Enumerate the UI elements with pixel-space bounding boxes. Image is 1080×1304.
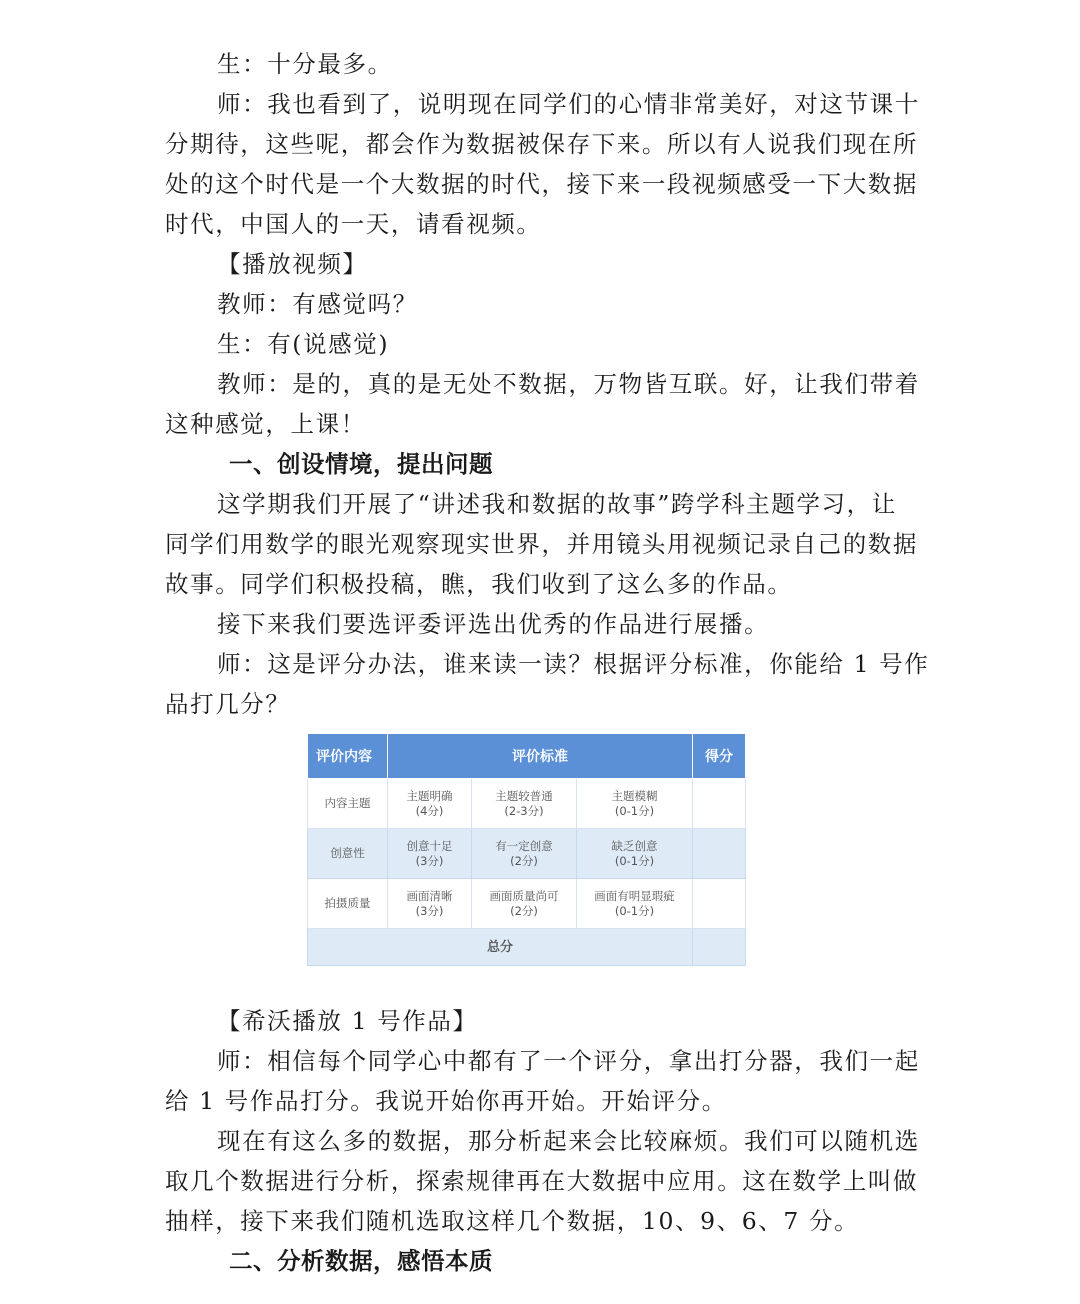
row-label: 拍摄质量 [308,879,388,929]
header-standard: 评价标准 [388,734,693,779]
paragraph-line: 同学们用数学的眼光观察现实世界，并用镜头用视频记录自己的数据 [165,530,918,558]
table-cell: 有一定创意 (2分) [472,829,577,879]
table-row-total [308,929,746,966]
row-label: 内容主题 [308,779,388,829]
paragraph-line: 抽样，接下来我们随机选取这样几个数据，10、9、6、7 分。 [165,1207,860,1235]
table-cell: 主题较普通 (2-3分) [472,779,577,829]
evaluation-table [307,733,746,966]
bottom-text-block [165,1001,925,1281]
score-cell [693,829,746,879]
paragraph-line: 师：相信每个同学心中都有了一个评分，拿出打分器，我们一起 [217,1047,920,1075]
paragraph-line: 分期待，这些呢，都会作为数据被保存下来。所以有人说我们现在所 [165,130,918,158]
total-label: 总分 [308,929,693,966]
paragraph-line: 教师：有感觉吗？ [217,290,418,318]
paragraph-line: 生：有(说感觉) [217,330,390,358]
table-cell: 画面清晰 (3分) [388,879,472,929]
paragraph-line: 教师：是的，真的是无处不数据，万物皆互联。好，让我们带着 [217,370,920,398]
score-cell [693,779,746,829]
paragraph-line: 这学期我们开展了“讲述我和数据的故事”跨学科主题学习，让 [217,490,897,518]
section-heading-2: 二、分析数据，感悟本质 [229,1247,493,1275]
paragraph-line: 时代，中国人的一天，请看视频。 [165,210,542,238]
top-text-block [165,44,930,724]
paragraph-line: 给 1 号作品打分。我说开始你再开始。开始评分。 [165,1087,727,1115]
table-row [308,829,746,879]
table-cell: 主题模糊 (0-1分) [577,779,693,829]
table-row [308,879,746,929]
paragraph-line: 师：我也看到了，说明现在同学们的心情非常美好，对这节课十 [217,90,920,118]
paragraph-line: 故事。同学们积极投稿，瞧，我们收到了这么多的作品。 [165,570,793,598]
total-score-cell [693,929,746,966]
table-cell: 创意十足 (3分) [388,829,472,879]
paragraph-line: 接下来我们要选评委评选出优秀的作品进行展播。 [217,610,770,638]
paragraph-line: 【播放视频】 [217,250,368,278]
table-cell: 画面质量尚可 (2分) [472,879,577,929]
table-cell: 缺乏创意 (0-1分) [577,829,693,879]
paragraph-line: 师：这是评分办法，谁来读一读？根据评分标准，你能给 1 号作 [217,650,930,678]
paragraph-line: 这种感觉，上课！ [165,410,366,438]
paragraph-line: 取几个数据进行分析，探索规律再在大数据中应用。这在数学上叫做 [165,1167,918,1195]
paragraph-line: 品打几分？ [165,690,291,718]
score-cell [693,879,746,929]
table-cell: 画面有明显瑕疵 (0-1分) [577,879,693,929]
paragraph-line: 处的这个时代是一个大数据的时代，接下来一段视频感受一下大数据 [165,170,918,198]
header-score: 得分 [693,734,746,779]
paragraph-line: 【希沃播放 1 号作品】 [217,1007,478,1035]
table-row [308,779,746,829]
evaluation-table-image [307,733,745,966]
paragraph-line: 现在有这么多的数据，那分析起来会比较麻烦。我们可以随机选 [217,1127,920,1155]
row-label: 创意性 [308,829,388,879]
section-heading-1: 一、创设情境，提出问题 [229,450,493,478]
header-content: 评价内容 [308,734,388,779]
paragraph-line: 生：十分最多。 [217,50,393,78]
table-cell: 主题明确 (4分) [388,779,472,829]
